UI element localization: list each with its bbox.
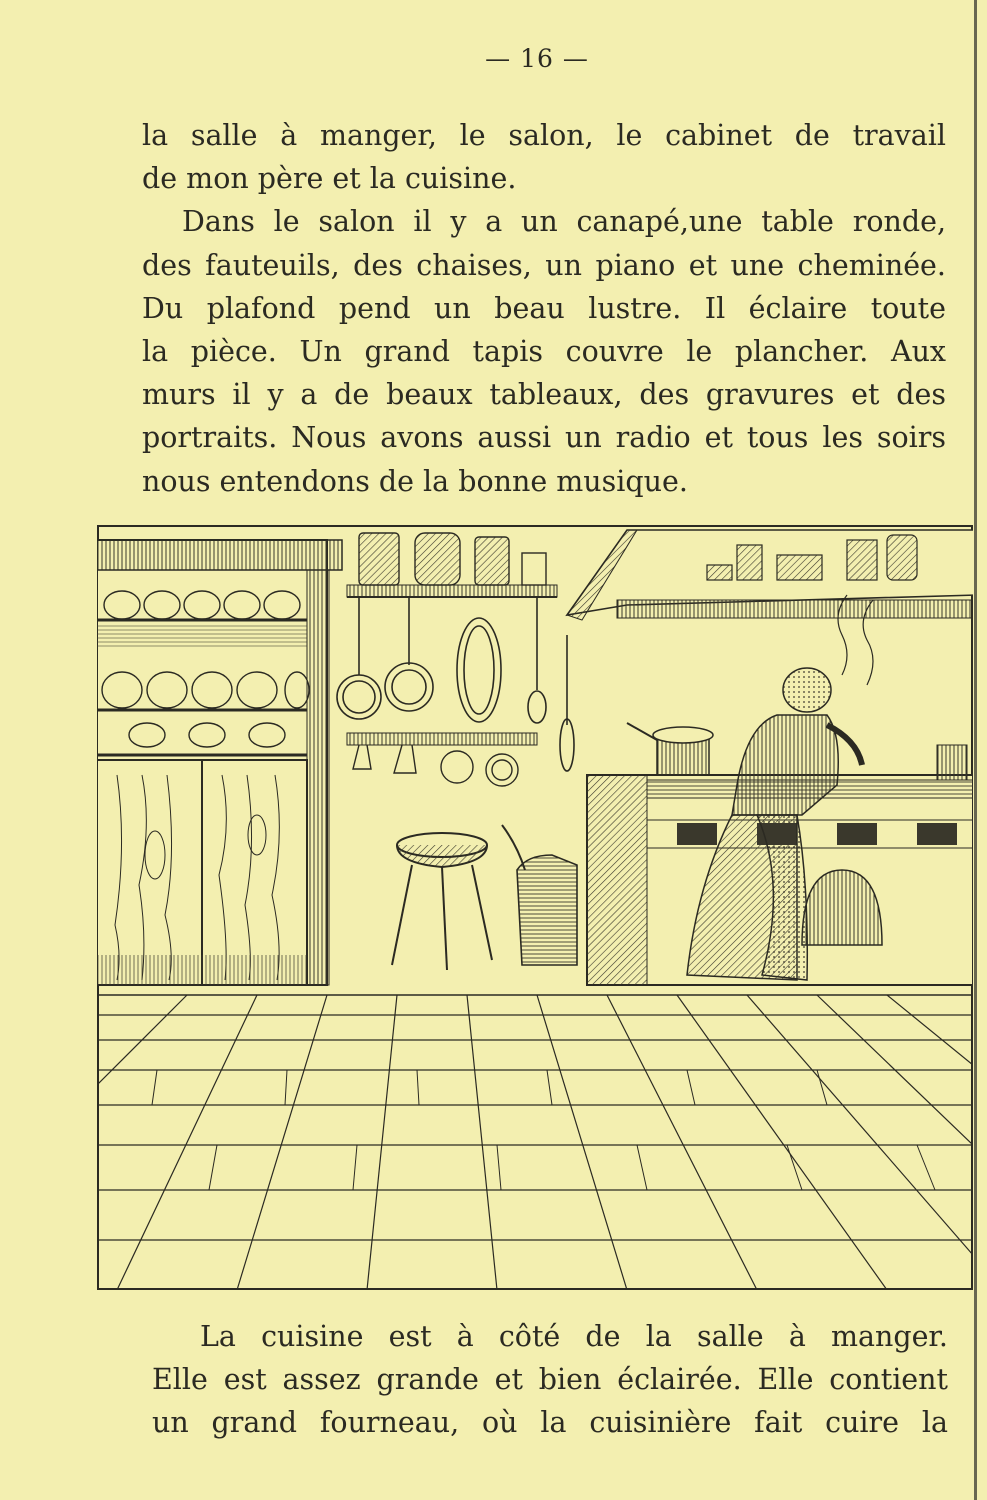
text-line: la salle à manger, le salon, le cabinet de travail: [142, 119, 946, 152]
text-line: Elle est assez grande et bien éclairée. Elle contient: [152, 1363, 948, 1397]
page-number: — 16 —: [485, 44, 589, 73]
text-line: portraits. Nous avons aussi un radio et tous les soirs: [142, 421, 946, 455]
bottom-paragraph: [152, 1315, 948, 1445]
text-line: un grand fourneau, où la cuisinière fait cuire la: [152, 1406, 948, 1440]
text-line: de mon père et la cuisine.: [142, 162, 517, 196]
text-line: la pièce. Un grand tapis couvre le plancher. Aux: [142, 335, 946, 369]
text-line: Du plafond pend un beau lustre. Il éclaire toute: [142, 291, 946, 325]
text-line: Dans le salon il y a un canapé,une table ronde,: [182, 205, 946, 239]
kitchen-engraving-icon: [97, 525, 973, 1290]
text-line: nous entendons de la bonne musique.: [142, 464, 688, 498]
page-edge: [974, 0, 977, 1500]
top-paragraph: [142, 114, 946, 503]
text-line: des fauteuils, des chaises, un piano et une cheminée.: [142, 248, 946, 282]
text-line: La cuisine est à côté de la salle à manger.: [200, 1320, 948, 1353]
text-line: murs il y a de beaux tableaux, des gravures et des: [142, 378, 946, 412]
